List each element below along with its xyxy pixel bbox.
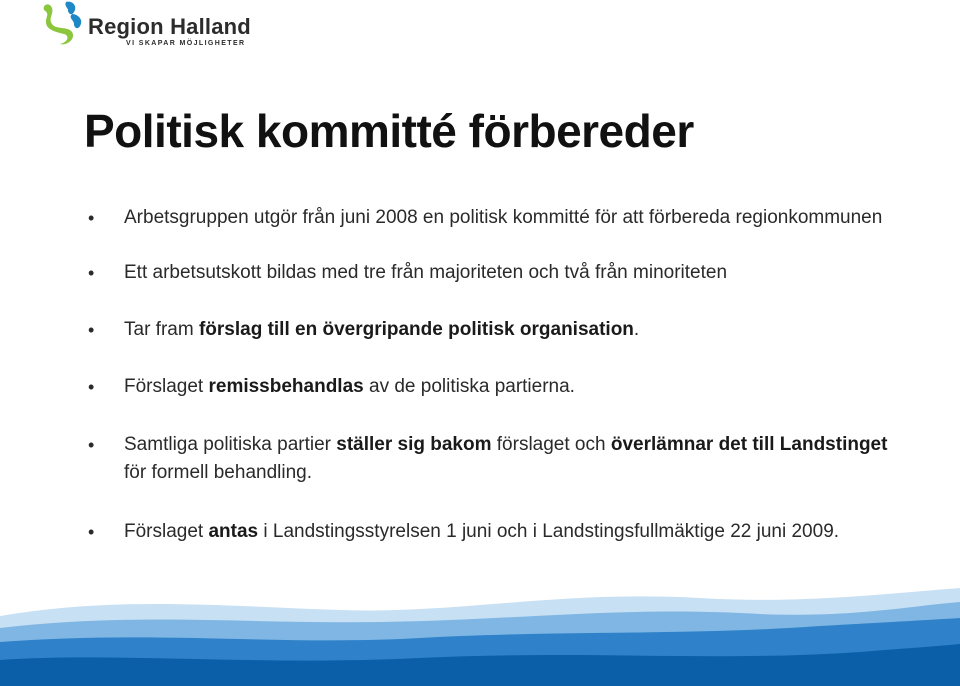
- bullet-text: Tar fram: [124, 319, 199, 340]
- bullet-text: Arbetsgruppen utgör från juni 2008 en politisk kommitté för att förbereda regionkommunen: [124, 207, 883, 228]
- logo-name: Region Halland: [88, 14, 251, 39]
- slide-title: Politisk kommitté förbereder: [84, 105, 694, 157]
- logo-tagline: VI SKAPAR MÖJLIGHETER: [126, 40, 246, 47]
- bullet-list: [88, 204, 908, 546]
- bullet-emphasis: antas: [208, 521, 259, 542]
- bullet-text: förslaget och: [491, 434, 611, 455]
- bullet-text: Förslaget: [124, 376, 209, 397]
- bullet-text: Förslaget: [124, 521, 209, 542]
- bullet-emphasis: överlämnar det till Landstinget: [610, 434, 888, 455]
- bullet-text: Samtliga politiska partier: [124, 434, 337, 455]
- bullet-text: för formell behandling.: [124, 462, 312, 483]
- region-halland-logo-mark-icon: [38, 0, 90, 52]
- bullet-emphasis: remissbehandlas: [208, 376, 364, 397]
- water-decoration: [0, 576, 960, 686]
- bullet-text: Ett arbetsutskott bildas med tre från majoriteten och två från minoriteten: [124, 262, 728, 283]
- region-halland-logo: [38, 0, 258, 56]
- bullet-text: .: [633, 319, 640, 340]
- bullet-item: [88, 259, 908, 287]
- bullet-emphasis: förslag till en övergripande politisk organisation: [198, 319, 634, 340]
- bullet-item: [88, 373, 908, 401]
- bullet-item: [88, 204, 908, 232]
- bullet-text: av de politiska partierna.: [363, 376, 575, 397]
- bullet-text: i Landstingsstyrelsen 1 juni och i Landstingsfullmäktige 22 juni 2009.: [258, 521, 840, 542]
- bullet-item: [88, 431, 908, 487]
- bullet-item: [88, 518, 908, 546]
- bullet-emphasis: ställer sig bakom: [336, 434, 492, 455]
- bullet-item: [88, 316, 908, 344]
